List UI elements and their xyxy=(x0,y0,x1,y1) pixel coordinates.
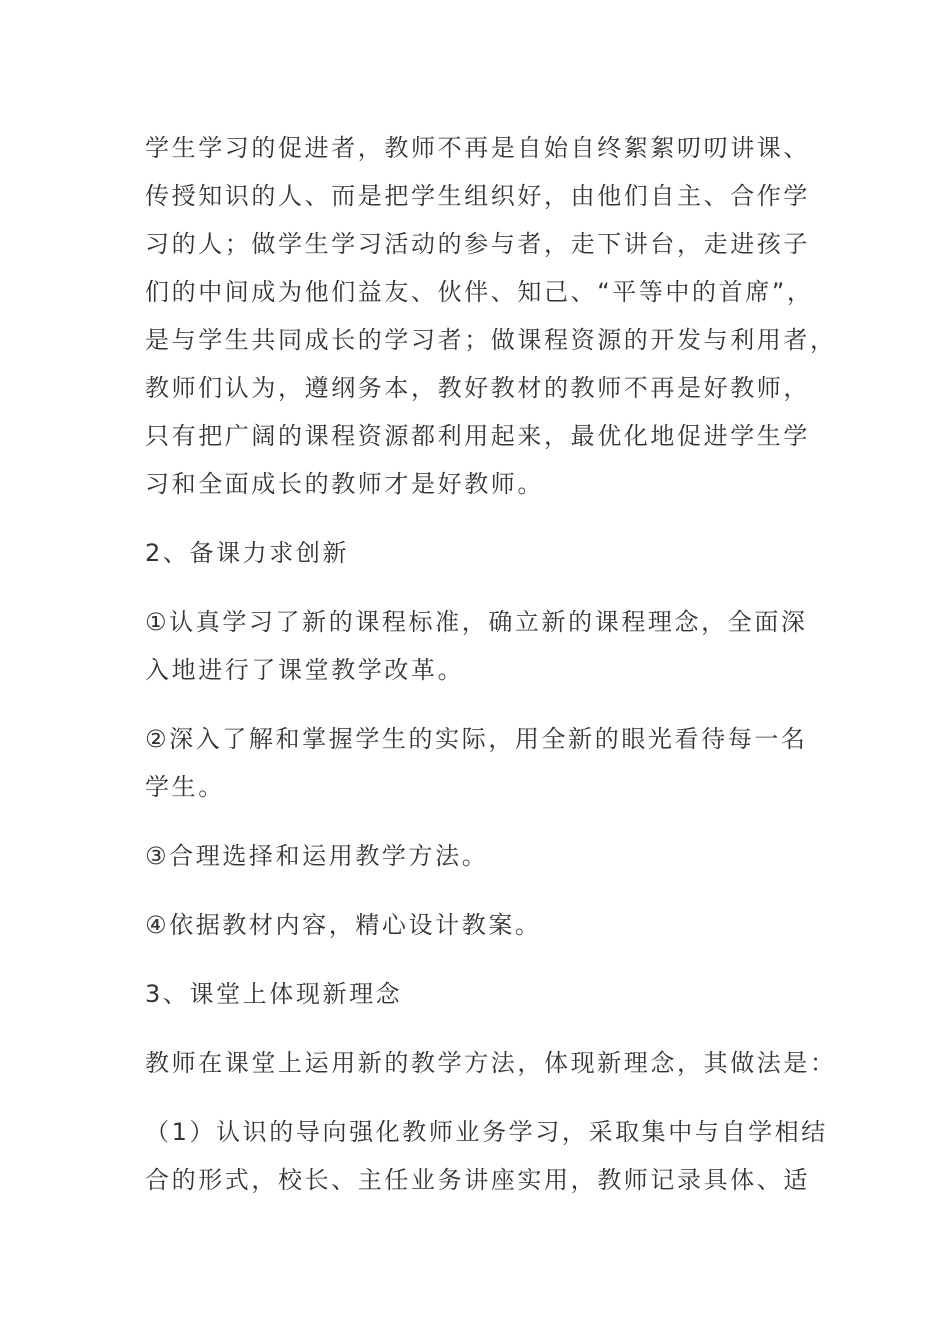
section-heading-lesson-prep xyxy=(145,529,805,577)
list-item-1 xyxy=(145,598,808,694)
heading-text: 3、课堂上体现新理念 xyxy=(145,980,403,1008)
list-item-4 xyxy=(145,901,805,949)
text-line: 传授知识的人、而是把学生组织好，由他们自主、合作学 xyxy=(145,182,810,210)
list-item-3 xyxy=(145,832,805,880)
text-line: 们的中间成为他们益友、伙伴、知己、“平等中的首席”， xyxy=(145,278,814,306)
text-line: 习和全面成长的教师才是好教师。 xyxy=(145,470,544,498)
paragraph-teacher-roles xyxy=(145,124,837,508)
text-line: 学生。 xyxy=(145,773,225,801)
text-line: 是与学生共同成长的学习者；做课程资源的开发与利用者， xyxy=(145,326,837,354)
text-line: 教师在课堂上运用新的教学方法，体现新理念，其做法是： xyxy=(145,1049,837,1077)
text-line: 合的形式，校长、主任业务讲座实用，教师记录具体、适 xyxy=(145,1166,810,1194)
section-heading-classroom xyxy=(145,970,805,1018)
text-line: ③合理选择和运用教学方法。 xyxy=(145,842,489,870)
paragraph-guidance xyxy=(145,1108,828,1204)
text-line: 入地进行了课堂教学改革。 xyxy=(145,656,465,684)
paragraph-classroom-methods xyxy=(145,1039,837,1087)
text-line: （1）认识的导向强化教师业务学习，采取集中与自学相结 xyxy=(145,1118,828,1146)
text-line: ④依据教材内容，精心设计教案。 xyxy=(145,911,542,939)
text-line: ②深入了解和掌握学生的实际，用全新的眼光看待每一名 xyxy=(145,725,808,753)
text-line: 习的人；做学生学习活动的参与者，走下讲台，走进孩子 xyxy=(145,230,810,258)
heading-text: 2、备课力求创新 xyxy=(145,539,350,567)
text-line: ①认真学习了新的课程标准，确立新的课程理念，全面深 xyxy=(145,608,808,636)
list-item-2 xyxy=(145,715,808,811)
text-line: 学生学习的促进者，教师不再是自始自终絮絮叨叨讲课、 xyxy=(145,134,810,162)
text-line: 教师们认为，遵纲务本，教好教材的教师不再是好教师， xyxy=(145,374,810,402)
text-line: 只有把广阔的课程资源都利用起来，最优化地促进学生学 xyxy=(145,422,810,450)
document-body xyxy=(145,124,837,1204)
